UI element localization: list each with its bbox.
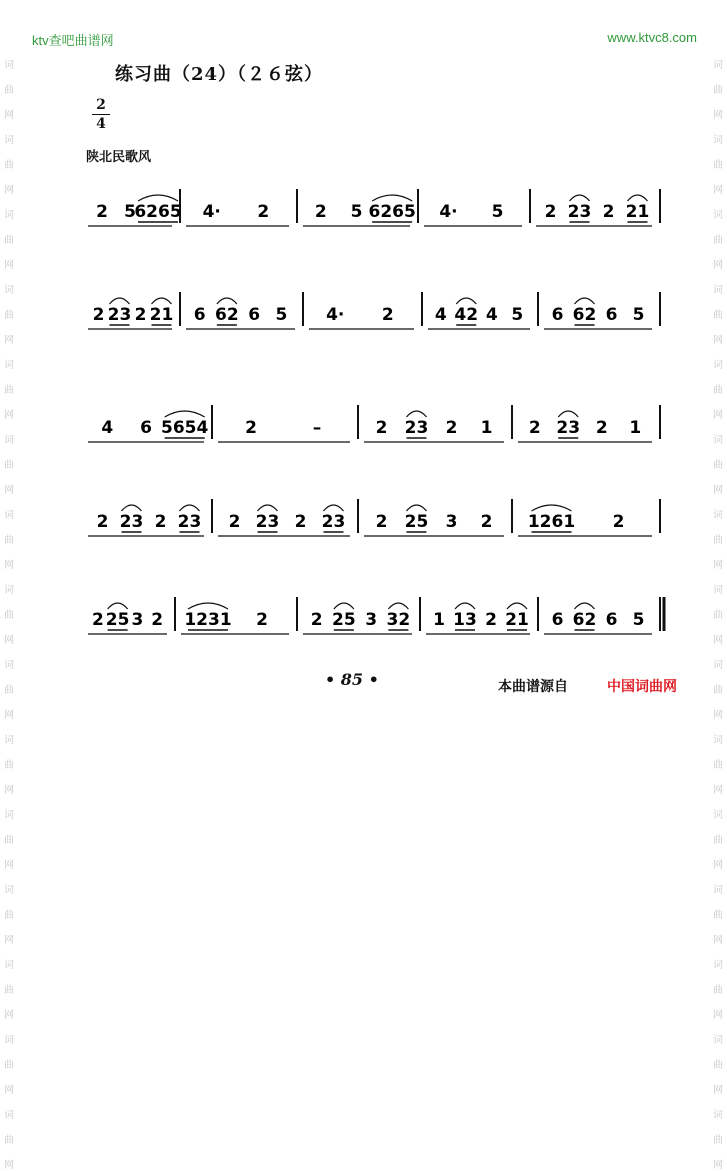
note: 1231 — [184, 610, 232, 630]
watermark-char: 网 — [713, 1010, 723, 1021]
watermark-char: 曲 — [713, 760, 723, 771]
slur — [407, 411, 427, 417]
watermark-char: 曲 — [4, 985, 14, 996]
watermark-char: 词 — [4, 585, 14, 596]
page-number: • 85 • — [325, 670, 379, 689]
watermark-char: 词 — [713, 810, 723, 821]
style-label: 陕北民歌风 — [86, 150, 152, 165]
slur — [217, 298, 237, 304]
note: 23 — [119, 512, 144, 532]
watermark-char: 曲 — [4, 385, 14, 396]
note: 2 — [595, 418, 608, 438]
watermark-char: 网 — [713, 335, 723, 346]
slur — [324, 505, 344, 511]
watermark-char: 曲 — [713, 985, 723, 996]
watermark-char: 曲 — [713, 310, 723, 321]
watermark-char: 网 — [713, 110, 723, 121]
note: 2 — [381, 305, 394, 325]
watermark-char: 词 — [4, 60, 14, 71]
note: 6 — [551, 610, 564, 630]
note: 6 — [605, 610, 618, 630]
watermark-char: 词 — [713, 885, 723, 896]
note: 4· — [202, 202, 221, 222]
note: 21 — [505, 610, 529, 630]
watermark-char: 曲 — [713, 610, 723, 621]
note: 3 — [445, 512, 458, 532]
watermark-char: 词 — [4, 1110, 14, 1121]
watermark-char: 曲 — [713, 1060, 723, 1071]
watermark-char: 网 — [4, 185, 14, 196]
note: 5 — [491, 202, 504, 222]
note: 62 — [572, 610, 597, 630]
watermark-char: 网 — [713, 1085, 723, 1096]
note: 4 — [485, 305, 498, 325]
note: 1 — [629, 418, 642, 438]
watermark-char: 词 — [4, 1035, 14, 1046]
note: 25 — [404, 512, 429, 532]
note: 23 — [177, 512, 202, 532]
note: 25 — [332, 610, 356, 630]
watermark-char: 曲 — [713, 460, 723, 471]
note: 32 — [386, 610, 411, 630]
note: 5 — [632, 305, 645, 325]
note: 21 — [625, 202, 650, 222]
slur — [628, 195, 648, 201]
note: 2 — [96, 202, 108, 222]
watermark-char: 曲 — [4, 685, 14, 696]
watermark-char: 曲 — [713, 235, 723, 246]
note: 2 — [544, 202, 557, 222]
time-signature-top: 2 — [96, 97, 106, 113]
note: 6 — [605, 305, 618, 325]
note: 2 — [602, 202, 615, 222]
note: 5 — [350, 202, 363, 222]
watermark-char: 曲 — [4, 610, 14, 621]
watermark-char: 曲 — [713, 1135, 723, 1146]
slur — [165, 411, 205, 417]
watermark-char: 网 — [713, 860, 723, 871]
note: 42 — [454, 305, 479, 325]
slur — [110, 298, 130, 304]
watermark-char: 词 — [713, 960, 723, 971]
note: 2 — [154, 512, 167, 532]
note: 5 — [632, 610, 645, 630]
watermark-char: 词 — [713, 435, 723, 446]
slur — [575, 298, 595, 304]
watermark-char: 曲 — [4, 535, 14, 546]
watermark-char: 词 — [4, 735, 14, 746]
watermark-char: 词 — [4, 435, 14, 446]
watermark-char: 网 — [4, 935, 14, 946]
watermark-char: 曲 — [4, 1060, 14, 1071]
watermark-char: 网 — [4, 1085, 14, 1096]
note: 2 — [445, 418, 458, 438]
slur — [122, 505, 142, 511]
watermark-char: 词 — [713, 360, 723, 371]
watermark-char: 网 — [4, 710, 14, 721]
watermark-char: 词 — [713, 285, 723, 296]
footer-source-site[interactable]: 中国词曲网 — [607, 679, 677, 695]
note: 2 — [91, 610, 104, 630]
watermark-char: 网 — [713, 710, 723, 721]
slur — [455, 603, 475, 609]
slur — [152, 298, 172, 304]
watermark-char: 词 — [713, 585, 723, 596]
slur — [532, 505, 572, 511]
note: 5654 — [161, 418, 209, 438]
watermark-char: 词 — [713, 660, 723, 671]
note: 2 — [528, 418, 541, 438]
note: 62 — [215, 305, 239, 325]
watermark-char: 词 — [713, 1110, 723, 1121]
note: 13 — [453, 610, 477, 630]
watermark-char: 网 — [4, 410, 14, 421]
watermark-char: 网 — [4, 110, 14, 121]
note: 6 — [551, 305, 564, 325]
watermark-char: 词 — [4, 885, 14, 896]
watermark-char: 曲 — [4, 835, 14, 846]
watermark-char: 曲 — [4, 1135, 14, 1146]
watermark-char: 网 — [713, 185, 723, 196]
note: 23 — [556, 418, 581, 438]
watermark-char: 网 — [713, 935, 723, 946]
note: 4 — [434, 305, 447, 325]
slur — [570, 195, 590, 201]
watermark-char: 网 — [4, 1160, 14, 1171]
footer-source-text: 本曲谱源自 — [498, 679, 568, 695]
watermark-char: 网 — [713, 560, 723, 571]
note: 23 — [255, 512, 280, 532]
slur — [507, 603, 527, 609]
watermark-char: 曲 — [4, 235, 14, 246]
note: 62 — [572, 305, 597, 325]
watermark-char: 曲 — [4, 310, 14, 321]
note: 23 — [567, 202, 592, 222]
note: 2 — [245, 418, 257, 438]
time-signature-bottom: 4 — [96, 116, 106, 132]
watermark-char: 曲 — [4, 85, 14, 96]
note: 25 — [105, 610, 130, 630]
note: 6 — [140, 418, 152, 438]
note: 2 — [257, 202, 270, 222]
watermark-char: 曲 — [713, 910, 723, 921]
note: 4· — [326, 305, 345, 325]
note: 3 — [365, 610, 378, 630]
watermark-char: 词 — [713, 135, 723, 146]
note: 5 — [275, 305, 288, 325]
note: 2 — [96, 512, 109, 532]
watermark-char: 网 — [4, 785, 14, 796]
slur — [180, 505, 200, 511]
watermark-char: 网 — [4, 860, 14, 871]
watermark-char: 词 — [713, 510, 723, 521]
watermark-char: 曲 — [4, 760, 14, 771]
watermark-char: 网 — [4, 1010, 14, 1021]
watermark-char: 网 — [713, 410, 723, 421]
note: 2 — [375, 418, 388, 438]
note: 2 — [310, 610, 323, 630]
note: 23 — [404, 418, 429, 438]
watermark-char: 词 — [4, 360, 14, 371]
watermark-char: 网 — [4, 560, 14, 571]
note: 2 — [228, 512, 241, 532]
slur — [188, 603, 228, 609]
note: 2 — [314, 202, 327, 222]
watermark-char: 词 — [4, 510, 14, 521]
watermark-char: 曲 — [713, 535, 723, 546]
note: 2 — [485, 610, 497, 630]
note: 2 — [480, 512, 493, 532]
note: 2 — [151, 610, 164, 630]
note: 2 — [92, 305, 105, 325]
slur — [575, 603, 595, 609]
piece-title: 练习曲（24）（２６弦） — [115, 64, 324, 85]
watermark-char: 曲 — [713, 85, 723, 96]
note: 6 — [193, 305, 206, 325]
header-right-site[interactable]: www.ktvc8.com — [607, 30, 697, 45]
watermark-char: 曲 — [4, 160, 14, 171]
watermark-char: 网 — [713, 785, 723, 796]
watermark-char: 曲 — [4, 910, 14, 921]
note: 5 — [511, 305, 524, 325]
slur — [407, 505, 427, 511]
slur — [108, 603, 128, 609]
note: 1261 — [527, 512, 576, 532]
note: 6 — [248, 305, 261, 325]
note: 3 — [131, 610, 144, 630]
watermark-char: 词 — [4, 810, 14, 821]
slur — [138, 195, 178, 201]
note: 5 — [124, 202, 136, 222]
note: 2 — [612, 512, 625, 532]
watermark-char: 曲 — [713, 685, 723, 696]
slur — [558, 411, 578, 417]
header-left-site[interactable]: ktv查吧曲谱网 — [32, 33, 114, 48]
note: 2 — [375, 512, 388, 532]
note: 1 — [433, 610, 445, 630]
slur — [258, 505, 278, 511]
note: 4 — [101, 418, 114, 438]
watermark-char: 网 — [713, 635, 723, 646]
note: 21 — [149, 305, 174, 325]
note: 4· — [439, 202, 458, 222]
note: 23 — [107, 305, 132, 325]
watermark-char: 网 — [4, 485, 14, 496]
watermark-char: 曲 — [713, 385, 723, 396]
slur — [388, 603, 408, 609]
watermark-char: 网 — [713, 485, 723, 496]
slur — [456, 298, 476, 304]
watermark-char: 网 — [713, 1160, 723, 1171]
watermark-char: 网 — [4, 335, 14, 346]
watermark-char: 曲 — [4, 460, 14, 471]
note: 1 — [480, 418, 493, 438]
note: – — [312, 418, 322, 438]
note: 2 — [294, 512, 307, 532]
note: 6265 — [134, 202, 182, 222]
note: 6265 — [368, 202, 416, 222]
note: 2 — [134, 305, 147, 325]
watermark-char: 词 — [713, 1035, 723, 1046]
watermark-char: 词 — [4, 285, 14, 296]
watermark-char: 网 — [713, 260, 723, 271]
watermark-char: 词 — [713, 210, 723, 221]
watermark-char: 词 — [4, 960, 14, 971]
watermark-char: 词 — [713, 735, 723, 746]
watermark-char: 词 — [4, 660, 14, 671]
watermark-char: 曲 — [713, 160, 723, 171]
slur — [372, 195, 412, 201]
note: 2 — [256, 610, 268, 630]
note: 23 — [321, 512, 346, 532]
watermark-char: 曲 — [713, 835, 723, 846]
watermark-char: 词 — [4, 135, 14, 146]
watermark-char: 词 — [4, 210, 14, 221]
slur — [334, 603, 354, 609]
watermark-char: 词 — [713, 60, 723, 71]
watermark-char: 网 — [4, 635, 14, 646]
watermark-char: 网 — [4, 260, 14, 271]
